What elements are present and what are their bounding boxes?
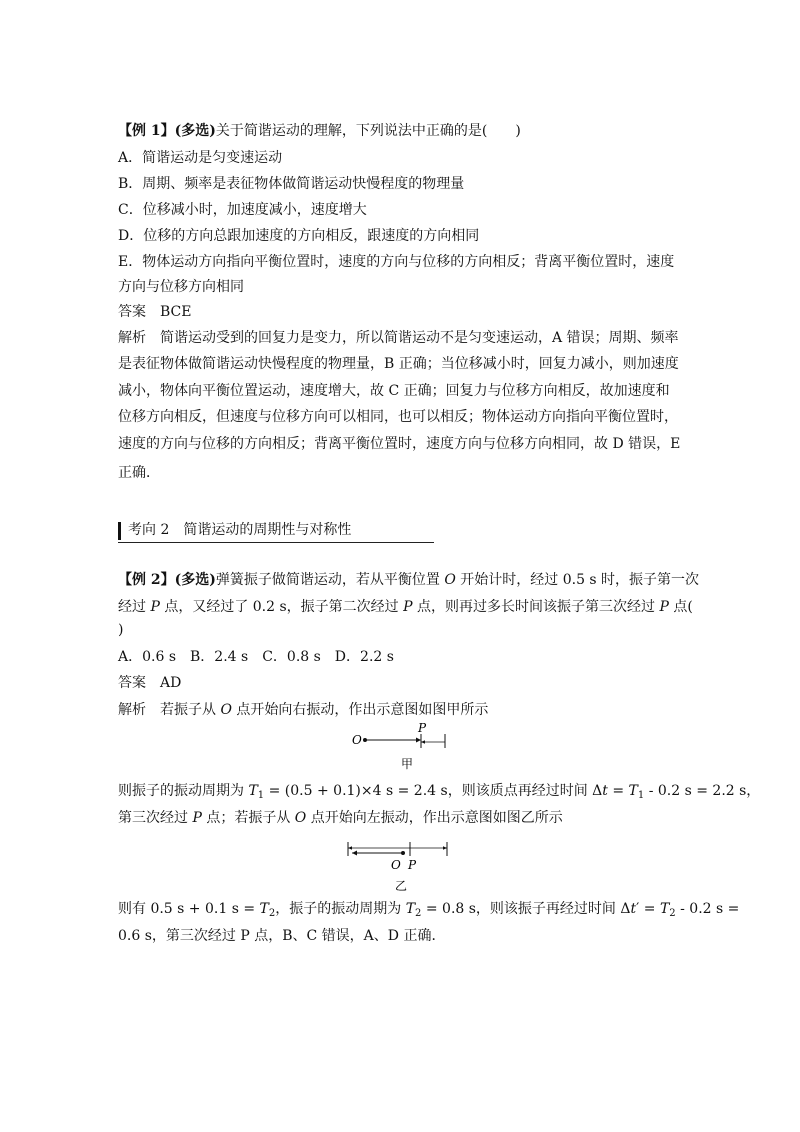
fig1-label-o: O (352, 733, 362, 747)
example1-analysis-5: 速度的方向与位移的方向相反；背离平衡位置时，速度方向与位移方向相同，故 D 错误，E (118, 436, 681, 452)
example1-analysis-2: 是表征物体做简谐运动快慢程度的物理量，B 正确；当位移减小时，回复力减小，则加速度 (118, 356, 679, 372)
example1-option-b: B．周期、频率是表征物体做简谐运动快慢程度的物理量 (118, 176, 465, 192)
analysis-sub: 2 (415, 908, 422, 919)
analysis-text: = 0.8 s，则该振子再经过时间 Δ (421, 901, 631, 917)
fig2-label-o: O (391, 858, 401, 872)
example2-tag: 【例 2】 (118, 572, 175, 588)
example2-options: A．0.6 s B．2.4 s C．0.8 s D．2.2 s (118, 649, 394, 665)
analysis-var: O (294, 810, 307, 826)
analysis-text: 则振子的振动周期为 (118, 783, 249, 799)
answer-value: AD (160, 675, 182, 691)
analysis-var: T (405, 901, 416, 917)
analysis-text: ′ = (636, 901, 660, 917)
analysis-text: 则有 0.5 s + 0.1 s = (118, 901, 260, 917)
analysis-text: = (607, 783, 629, 799)
stem-text: 点，则再过多长时间该振子第三次经过 (412, 599, 660, 615)
analysis-var: T (248, 783, 258, 799)
stem-var: P (659, 599, 669, 615)
section-heading (118, 518, 434, 542)
section-title: 考向 2 简谐运动的周期性与对称性 (128, 522, 352, 538)
fig1-caption: 甲 (401, 757, 414, 771)
analysis-text: - 0.2 s = (675, 901, 740, 917)
example1-answer (118, 302, 191, 322)
fig2-point-o (401, 851, 405, 855)
example2-analysis-5: 0.6 s，第三次经过 P 点，B、C 错误，A、D 正确． (118, 928, 446, 944)
analysis-var: T (259, 901, 269, 917)
analysis-var: P (192, 810, 202, 826)
section-underline (118, 542, 434, 543)
example1-option-c: C．位移减小时，加速度减小，速度增大 (118, 202, 367, 218)
example2-stem-1 (118, 570, 699, 590)
answer-label: 答案 (118, 304, 146, 320)
example2-stem-3: ) (118, 622, 124, 638)
fig1-arrow-head (416, 738, 421, 743)
example1-option-e-cont: 方向与位移方向相同 (118, 279, 244, 295)
fig2-label-p: P (408, 858, 417, 872)
analysis-text: ，振子的振动周期为 (275, 901, 406, 917)
analysis-sub: 1 (257, 790, 265, 801)
stem-text: 经过 (118, 599, 151, 615)
stem-text: 点，又经过了 0.2 s，振子第二次经过 (159, 599, 404, 615)
example1-analysis-6: 正确． (118, 465, 160, 481)
example1-stem (118, 121, 521, 141)
example1-analysis-3: 减小，物体向平衡位置运动，速度增大，故 C 正确；回复力与位移方向相反，故加速度和 (118, 383, 670, 399)
example2-analysis-2 (118, 781, 760, 806)
stem-text: 开始计时，经过 0.5 s 时，振子第一次 (455, 572, 700, 588)
figure-yi (340, 838, 460, 894)
example2-analysis-4 (118, 899, 739, 924)
analysis-text: 点开始向右振动，作出示意图如图甲所示 (231, 702, 489, 718)
example1-analysis-4: 位移方向相反，但速度与位移方向可以相同，也可以相反；物体运动方向指向平衡位置时， (118, 409, 678, 425)
fig2-caption: 乙 (395, 879, 408, 893)
analysis-text: 第三次经过 (118, 810, 193, 826)
analysis-var: O (220, 702, 232, 718)
analysis-var: T (628, 783, 638, 799)
analysis-label: 解析 (118, 702, 146, 718)
fig1-label-p: P (418, 722, 427, 735)
analysis-text: - 0.2 s = 2.2 s， (644, 783, 761, 799)
analysis-var: T (659, 901, 670, 917)
stem-var: P (403, 599, 413, 615)
fig2-arrow-head (352, 851, 357, 856)
analysis-var: t (602, 783, 608, 799)
example2-type: (多选) (174, 572, 216, 588)
analysis-text: = (0.5 + 0.1)×4 s = 2.4 s，则该质点再经过时间 Δ (264, 783, 603, 799)
analysis-sub: 1 (637, 790, 645, 801)
figure-jia (348, 722, 458, 772)
example2-stem-2 (118, 597, 693, 617)
example2-analysis-1 (118, 700, 488, 720)
example1-question: 关于简谐运动的理解，下列说法中正确的是( ) (215, 123, 521, 139)
answer-value: BCE (160, 304, 192, 320)
stem-text: 点( (668, 599, 693, 615)
fig1-bracket-arrow (421, 740, 425, 744)
analysis-label: 解析 (118, 330, 146, 346)
stem-text: 弹簧振子做简谐运动，若从平衡位置 (215, 572, 445, 588)
stem-var: P (150, 599, 160, 615)
analysis-text: 若振子从 (160, 702, 221, 718)
analysis-text: 点开始向左振动，作出示意图如图乙所示 (306, 810, 563, 826)
answer-label: 答案 (118, 675, 146, 691)
example1-option-d: D．位移的方向总跟加速度的方向相反，跟速度的方向相同 (118, 228, 480, 244)
example2-analysis-3 (118, 808, 563, 828)
example2-answer (118, 673, 181, 693)
analysis-text: 简谐运动受到的回复力是变力，所以简谐运动不是匀变速运动，A 错误；周期、频率 (160, 330, 679, 346)
analysis-sub: 2 (268, 908, 276, 919)
example1-analysis-1 (118, 328, 679, 348)
analysis-text: 点；若振子从 (201, 810, 295, 826)
analysis-var: t (630, 901, 637, 917)
example1-type: (多选) (174, 123, 216, 139)
fig2-bracket-arrow-right (443, 846, 447, 850)
fig2-bracket-arrow-left (348, 846, 352, 850)
example1-option-e: E．物体运动方向指向平衡位置时，速度的方向与位移的方向相反；背离平衡位置时，速度 (118, 254, 675, 270)
section-bar (118, 522, 121, 540)
example1-option-a: A．简谐运动是匀变速运动 (118, 150, 283, 166)
analysis-sub: 2 (669, 908, 676, 919)
stem-var: O (444, 572, 456, 588)
example1-tag: 【例 1】 (118, 123, 175, 139)
